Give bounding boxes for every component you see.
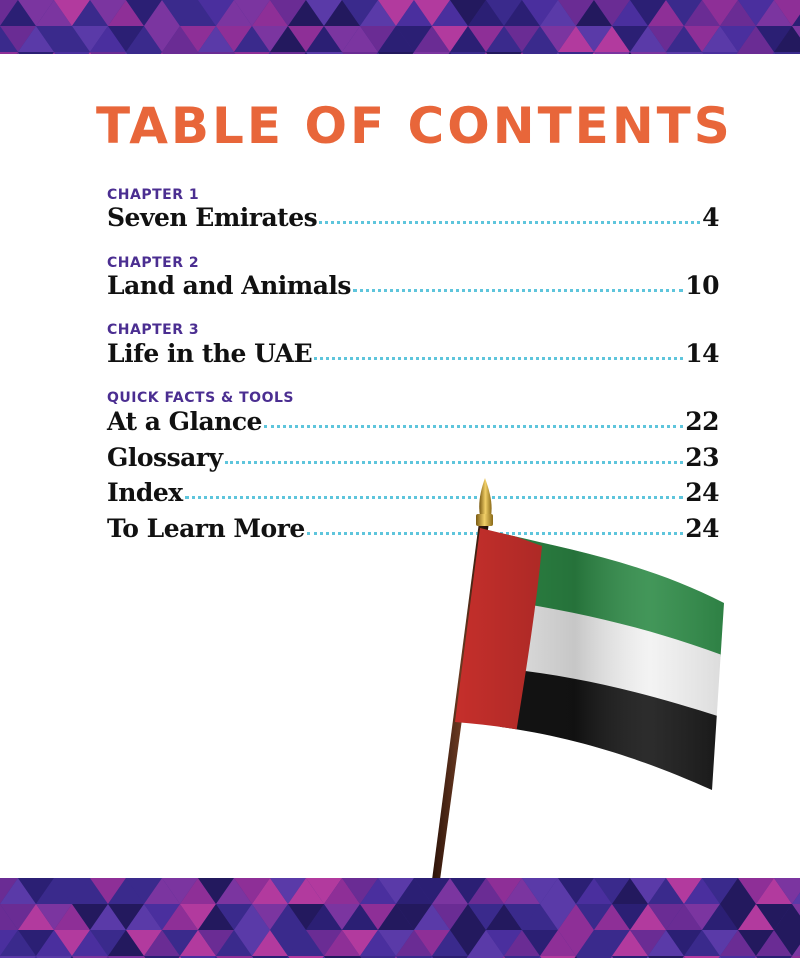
pattern-triangle (774, 52, 800, 54)
toc-entry-life-in-the-uae[interactable] (107, 339, 719, 369)
pattern-triangle (666, 52, 702, 54)
pattern-triangle (558, 52, 594, 54)
toc-entry-page: 24 (685, 478, 719, 507)
pattern-triangle (738, 52, 774, 54)
section-label-quick-facts: QUICK FACTS & TOOLS (107, 390, 294, 406)
toc-entry-glossary[interactable] (107, 443, 719, 473)
toc-entry-page: 22 (685, 407, 719, 436)
pattern-triangle (162, 52, 198, 54)
toc-entry-title: Glossary (107, 443, 223, 472)
toc-entry-page: 24 (685, 514, 719, 543)
toc-entry-title: To Learn More (107, 514, 305, 543)
pattern-triangle (450, 52, 486, 54)
toc-entry-title: Life in the UAE (107, 339, 313, 368)
pattern-triangle (486, 52, 522, 54)
triangle-pattern (0, 878, 800, 958)
toc-entry-page: 4 (702, 203, 719, 232)
dot-leader (225, 461, 684, 464)
pattern-triangle (126, 52, 162, 54)
uae-flag-on-pole-icon (420, 470, 740, 890)
pattern-triangle (306, 52, 342, 54)
dot-leader (314, 357, 683, 360)
pattern-triangle (414, 52, 450, 54)
triangle-pattern (0, 0, 800, 54)
toc-entry-title: Index (107, 478, 183, 507)
section-label-chapter-2: CHAPTER 2 (107, 255, 200, 271)
toc-entry-at-a-glance[interactable] (107, 407, 719, 437)
section-label-chapter-3: CHAPTER 3 (107, 322, 200, 338)
pattern-triangle (198, 52, 234, 54)
dot-leader (353, 289, 683, 292)
pattern-triangle (234, 52, 270, 54)
top-pattern-band (0, 0, 800, 54)
flag-finial-collar (476, 514, 493, 526)
pattern-triangle (0, 52, 18, 54)
toc-entry-page: 10 (685, 271, 719, 300)
pattern-triangle (702, 52, 738, 54)
toc-entry-seven-emirates[interactable] (107, 203, 719, 233)
toc-entry-title: At a Glance (107, 407, 262, 436)
section-label-chapter-1: CHAPTER 1 (107, 187, 200, 203)
toc-entry-title: Seven Emirates (107, 203, 318, 232)
pattern-triangle (594, 52, 630, 54)
pattern-triangle (90, 52, 126, 54)
pattern-triangle (378, 52, 414, 54)
toc-entry-page: 14 (685, 339, 719, 368)
bottom-pattern-band (0, 878, 800, 958)
pattern-triangle (342, 52, 378, 54)
pattern-triangle (18, 52, 54, 54)
toc-entry-page: 23 (685, 443, 719, 472)
toc-entry-land-and-animals[interactable] (107, 271, 719, 301)
pattern-triangle (270, 52, 306, 54)
flag-cloth (440, 510, 740, 810)
dot-leader (264, 425, 683, 428)
flag-finial (479, 478, 491, 516)
pattern-triangle (522, 52, 558, 54)
dot-leader (319, 221, 700, 224)
page-title: TABLE OF CONTENTS (96, 97, 733, 155)
toc-entry-title: Land and Animals (107, 271, 351, 300)
pattern-triangle (630, 52, 666, 54)
pattern-triangle (54, 52, 90, 54)
